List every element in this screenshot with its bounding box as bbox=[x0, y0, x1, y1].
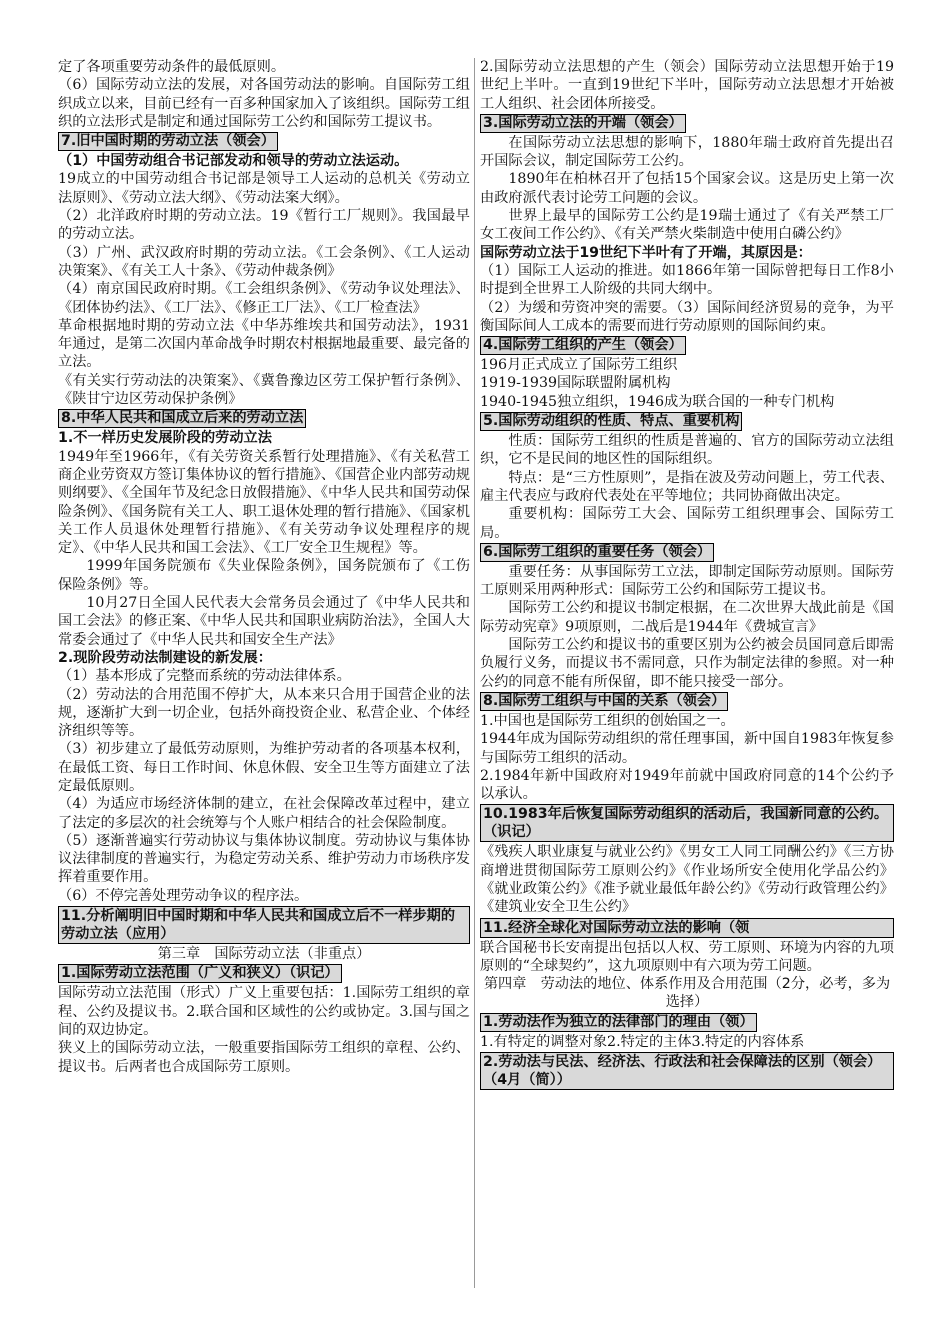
chapter-title: 第四章 劳动法的地位、体系作用及合用范围（2分，必考，多为选择） bbox=[483, 976, 891, 1011]
paragraph: 1890年在柏林召开了包括15个国家会议。这是历史上第一次由政府派代表讨论劳工问题的会议。 bbox=[480, 171, 894, 206]
paragraph: （6）不停完善处理劳动争议的程序法。 bbox=[58, 887, 309, 904]
paragraph: 1999年国务院颁布《失业保险条例》，国务院颁布了《工伤保险条例》等。 bbox=[58, 558, 470, 593]
paragraph: 联合国秘书长安南提出包括以人权、劳工原则、环境为内容的九项原则的“全球契约”，这九项原则中有六项为劳工问题。 bbox=[480, 939, 894, 974]
paragraph: 196月正式成立了国际劳工组织 bbox=[480, 357, 678, 374]
paragraph: 世界上最早的国际劳工公约是19瑞士通过了《有关严禁工厂女工夜间工作公约》、《有关严禁火柴制造中使用白磷公约》 bbox=[480, 208, 894, 243]
section-heading: 1.劳动法作为独立的法律部门的理由（领） bbox=[480, 1013, 757, 1032]
paragraph: 1940-1945独立组织，1946成为联合国的一种专门机构 bbox=[480, 393, 835, 410]
paragraph: 国际劳工公约和提议书制定根据，在二次世界大战此前是《国际劳动宪章》9项原则，二战后是1944年《费城宣言》 bbox=[480, 600, 894, 635]
paragraph: 特点：是“三方性原则”，是指在波及劳动问题上，劳工代表、雇主代表应与政府代表处在平等地位；共同协商做出决定。 bbox=[480, 469, 894, 504]
section-heading-wrap bbox=[58, 963, 470, 984]
paragraph: （3）初步建立了最低劳动原则，为维护劳动者的各项基本权利，在最低工资、每日工作时间、休息休假、安全卫生等方面建立了法定最低原则。 bbox=[58, 741, 470, 794]
left-column bbox=[58, 58, 470, 1076]
paragraph: （2）北洋政府时期的劳动立法。19《暂行工厂规则》。我国最早的劳动立法。 bbox=[58, 208, 470, 243]
paragraph: （2）劳动法的合用范围不停扩大，从本来只合用于国营企业的法规，逐渐扩大到一切企业，包括外商投资企业、私营企业、个体经济组织等等。 bbox=[58, 686, 470, 740]
paragraph: （6）国际劳动立法的发展，对各国劳动法的影响。自国际劳工组织成立以来，目前已经有一百多种国家加入了该组织。国际劳工组织的立法形式是制定和通过国际劳工公约和国际劳工提议书。 bbox=[58, 77, 470, 130]
paragraph: （3）广州、武汉政府时期的劳动立法。《工会条例》、《工人运动决策案》、《有关工人十条》、《劳动仲裁条例》 bbox=[58, 244, 470, 279]
paragraph: 2.国际劳动立法思想的产生（领会）国际劳动立法思想开始于19世纪上半叶。一直到19世纪下半叶，国际劳动立法思想才开始被工人组织、社会团体所接受。 bbox=[480, 59, 894, 112]
section-heading: 3.国际劳动立法的开端（领会） bbox=[480, 114, 686, 133]
paragraph: 国际劳动立法范围（形式）广义上重要包括：1.国际劳工组织的章程、公约及提议书。2.联合国和区域性的公约或协定。3.国与国之间的双边协定。 bbox=[58, 985, 470, 1038]
bold-subheading: （1）中国劳动组合书记部发动和领导的劳动立法运动。 bbox=[58, 153, 409, 170]
section-heading-wrap bbox=[58, 131, 470, 152]
paragraph: 性质：国际劳工组织的性质是普遍的、官方的国际劳动立法组织，它不是民间的地区性的国际组织。 bbox=[480, 433, 894, 468]
section-heading: 4.国际劳工组织的产生（领会） bbox=[480, 336, 686, 355]
right-column bbox=[480, 58, 894, 1091]
paragraph: 1949年至1966年，《有关劳资关系暂行处理措施》、《有关私营工商企业劳资双方签订集体协议的暂行措施》、《国营企业内部劳动规则纲要》、《全国年节及纪念日放假措施》、《中华人民共和国劳动保险条例》、《国务院有关工人、职工退休处理的暂行措施》、《国家机关工作人员退休处理暂行措施》、《有关劳动争议处理程序的规定》、《中华人民共和国工会法》、《工厂安全卫生规程》等。 bbox=[58, 448, 470, 557]
paragraph: （5）逐渐普遍实行劳动协议与集体协议制度。劳动协议与集体协议法律制度的普遍实行，为稳定劳动关系、维护劳动力市场秩序发挥着重要作用。 bbox=[58, 832, 470, 886]
section-heading: 11.经济全球化对国际劳动立法的影响（领 bbox=[480, 918, 894, 938]
paragraph: （1）基本形成了完整而系统的劳动法律体系。 bbox=[58, 668, 351, 685]
paragraph: 重要机构：国际劳工大会、国际劳工组织理事会、国际劳工局。 bbox=[480, 506, 894, 541]
paragraph: 1919-1939国际联盟附属机构 bbox=[480, 375, 671, 392]
section-heading-wrap bbox=[480, 804, 894, 842]
section-heading: 2.劳动法与民法、经济法、行政法和社会保障法的区别（领会）（4月（简）） bbox=[480, 1052, 894, 1090]
section-heading: 1.国际劳动立法范围（广义和狭义）（识记） bbox=[58, 964, 342, 983]
paragraph: 革命根据地时期的劳动立法《中华苏维埃共和国劳动法》，1931年通过，是第二次国内革命战争时期农村根据地最重要、最完备的立法。 bbox=[58, 317, 470, 371]
section-heading: 8.国际劳工组织与中国的关系（领会） bbox=[480, 692, 728, 711]
paragraph: 2.1984年新中国政府对1949年前就中国政府同意的14个公约予以承认。 bbox=[480, 767, 894, 803]
section-heading-wrap bbox=[480, 691, 894, 712]
section-heading: 11.分析阐明旧中国时期和中华人民共和国成立后不一样步期的劳动立法（应用） bbox=[58, 906, 470, 944]
section-heading-wrap bbox=[480, 113, 894, 134]
paragraph: 1.有特定的调整对象2.特定的主体3.特定的内容体系 bbox=[480, 1033, 805, 1050]
paragraph: （4）南京国民政府时期。《工会组织条例》、《劳动争议处理法》、《团体协约法》、《工厂法》、《修正工厂法》、《工厂检查法》 bbox=[58, 281, 470, 316]
paragraph: 1944年成为国际劳动组织的常任理事国，新中国自1983年恢复参与国际劳工组织的活动。 bbox=[480, 731, 894, 766]
section-heading-wrap bbox=[58, 408, 470, 429]
chapter-title: 第三章 国际劳动立法（非重点） bbox=[157, 946, 371, 963]
section-heading: 10.1983年后恢复国际劳动组织的活动后，我国新同意的公约。（识记） bbox=[480, 804, 894, 842]
section-heading-wrap bbox=[58, 906, 470, 944]
section-heading-wrap bbox=[480, 335, 894, 356]
section-heading-wrap bbox=[480, 542, 894, 563]
paragraph: 《残疾人职业康复与就业公约》《男女工人同工同酬公约》《三方协商增进贯彻国际劳工原则公约》《作业场所安全使用化学品公约》《就业政策公约》《准予就业最低年龄公约》《劳动行政管理公约》《建筑业安全卫生公约》 bbox=[480, 844, 894, 916]
paragraph: 在国际劳动立法思想的影响下，1880年瑞士政府首先提出召开国际会议，制定国际劳工公约。 bbox=[480, 134, 894, 170]
section-heading: 5.国际劳动组织的性质、特点、重要机构 bbox=[480, 412, 742, 431]
paragraph: （4）为适应市场经济体制的建立，在社会保障改革过程中，建立了法定的多层次的社会统筹与个人账户相结合的社会保险制度。 bbox=[58, 796, 470, 831]
paragraph: 狭义上的国际劳动立法，一般重要指国际劳工组织的章程、公约、提议书。后两者也合成国际劳工原则。 bbox=[58, 1040, 470, 1075]
bold-subheading: 国际劳动立法于19世纪下半叶有了开端，其原因是： bbox=[480, 244, 812, 261]
paragraph: 1.中国也是国际劳工组织的创始国之一。 bbox=[480, 712, 735, 729]
paragraph: 《有关实行劳动法的决策案》、《冀鲁豫边区劳工保护暂行条例》、《陕甘宁边区劳动保护条例》 bbox=[58, 372, 470, 408]
bold-subheading: 2.现阶段劳动法制建设的新发展： bbox=[58, 649, 272, 666]
paragraph: 国际劳工公约和提议书的重要区别为公约被会员国同意后即需负履行义务，而提议书不需同意，只作为制定法律的参照。对一种公约的同意不能有所保留，即不能只接受一部分。 bbox=[480, 637, 894, 690]
column-divider bbox=[474, 58, 475, 1288]
section-heading: 8.中华人民共和国成立后来的劳动立法 bbox=[58, 409, 306, 428]
paragraph: 定了各项重要劳动条件的最低原则。 bbox=[58, 59, 286, 75]
section-heading: 6.国际劳工组织的重要任务（领会） bbox=[480, 543, 714, 562]
paragraph: （2）为缓和劳资冲突的需要。（3）国际间经济贸易的竞争，为平衡国际间人工成本的需要而进行劳动原则的国际间约束。 bbox=[480, 299, 894, 334]
section-heading: 7.旧中国时期的劳动立法（领会） bbox=[58, 132, 278, 151]
section-heading-wrap bbox=[480, 1052, 894, 1090]
paragraph: （1）国际工人运动的推进。如1866年第一国际曾把每日工作8小时提到全世界工人阶级的共同大纲中。 bbox=[480, 262, 894, 298]
section-heading-wrap bbox=[480, 918, 894, 938]
paragraph: 重要任务：从事国际劳工立法，即制定国际劳动原则。国际劳工原则采用两种形式：国际劳工公约和国际劳工提议书。 bbox=[480, 563, 894, 599]
bold-subheading: 1.不一样历史发展阶段的劳动立法 bbox=[58, 430, 272, 447]
section-heading-wrap bbox=[480, 1012, 894, 1033]
paragraph: 19成立的中国劳动组合书记部是领导工人运动的总机关《劳动立法原则》、《劳动立法大纲》、《劳动法案大纲》。 bbox=[58, 171, 470, 206]
paragraph: 10月27日全国人民代表大会常务员会通过了《中华人民共和国工会法》的修正案、《中华人民共和国职业病防治法》，全国人大常委会通过了《中华人民共和国安全生产法》 bbox=[58, 595, 470, 648]
section-heading-wrap bbox=[480, 411, 894, 432]
